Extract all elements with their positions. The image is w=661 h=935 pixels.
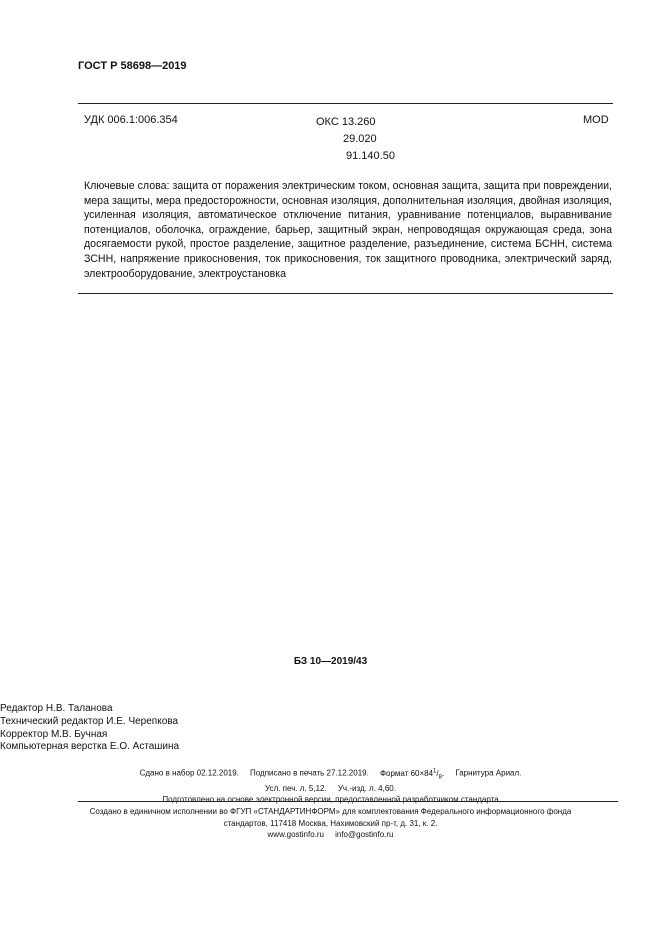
- prepared-note: Подготовлено на основе электронной версии, предоставленной разработчиком стандарта: [162, 795, 499, 805]
- publisher-contacts: [0, 829, 661, 841]
- email-link[interactable]: info@gostinfo.ru: [335, 830, 394, 839]
- credit-label: Корректор: [0, 728, 49, 740]
- credit-name: Н.В. Таланова: [45, 703, 113, 714]
- submitted-date: Сдано в набор 02.12.2019.: [139, 768, 239, 778]
- credit-row: [0, 741, 661, 754]
- publisher-line-2: стандартов, 117418 Москва, Нахимовский пр-т, д. 31, к. 2.: [223, 818, 438, 828]
- keywords-divider: [78, 293, 613, 294]
- oks-line: 91.140.50: [346, 150, 395, 162]
- top-divider: [78, 103, 613, 104]
- oks-line: ОКС 13.260: [316, 116, 376, 128]
- publisher-divider: [78, 801, 618, 802]
- sheets: Усл. печ. л. 5,12.: [265, 784, 327, 794]
- credit-row: [0, 716, 661, 729]
- credits-block: [0, 703, 661, 754]
- oks-codes: [316, 114, 395, 165]
- print-info: [0, 766, 661, 805]
- format-num: 1: [433, 768, 437, 774]
- format-suffix: .: [441, 768, 445, 778]
- credit-name: М.В. Бучная: [50, 728, 108, 740]
- mod-label: MOD: [583, 114, 609, 126]
- edition-sheets: Уч.-изд. л. 4,60.: [337, 784, 396, 794]
- credit-name: Е.О. Асташина: [109, 741, 180, 753]
- bz-number: БЗ 10—2019/43: [293, 656, 368, 667]
- credit-label: Компьютерная верстка: [0, 741, 108, 753]
- credit-label: Технический редактор: [0, 715, 104, 727]
- website-link[interactable]: www.gostinfo.ru: [267, 830, 324, 839]
- format: Формат $60\times 84^1/_8$.: [379, 768, 445, 781]
- publisher-line-1: Создано в единичном исполнении во ФГУП «СТАНДАРТИНФОРМ» для комплектования Федерального информационного фонда: [89, 807, 572, 816]
- udc-code: УДК 006.1:006.354: [84, 114, 178, 126]
- credit-label: Редактор: [0, 703, 44, 714]
- credit-name: И.Е. Черепкова: [106, 715, 179, 727]
- publisher-block: [0, 806, 661, 841]
- print-line-1: [0, 766, 661, 783]
- format-den: 8: [438, 774, 442, 781]
- credit-row: [0, 729, 661, 742]
- format-prefix: Формат 60×84: [379, 768, 434, 778]
- print-line-2: [0, 783, 661, 794]
- typeface: Гарнитура Ариал.: [455, 768, 522, 778]
- credit-row: [0, 703, 661, 716]
- standard-id: ГОСТ Р 58698—2019: [78, 60, 187, 72]
- keywords-paragraph: Ключевые слова: защита от поражения электрическим током, основная защита, защита при повреждении, мера защиты, мера предосторожности, основная изоляция, дополнительная изоляция, двойная изоляция, усиленная изоляция, автоматическое отключение питания, уравнивание потенциалов, выравнивание потенциалов, оболочка, ограждение, барьер, защитный экран, непроводящая окружающая среда, зона досягаемости рукой, простое разделение, защитное разделение, разъединение, система БСНН, система ЗСНН, напряжение прикосновения, ток прикосновения, ток защитного проводника, электрический заряд, электрооборудование, электроустановка: [84, 180, 612, 280]
- oks-line: 29.020: [343, 133, 377, 145]
- signed-date: Подписано в печать 27.12.2019.: [250, 768, 369, 778]
